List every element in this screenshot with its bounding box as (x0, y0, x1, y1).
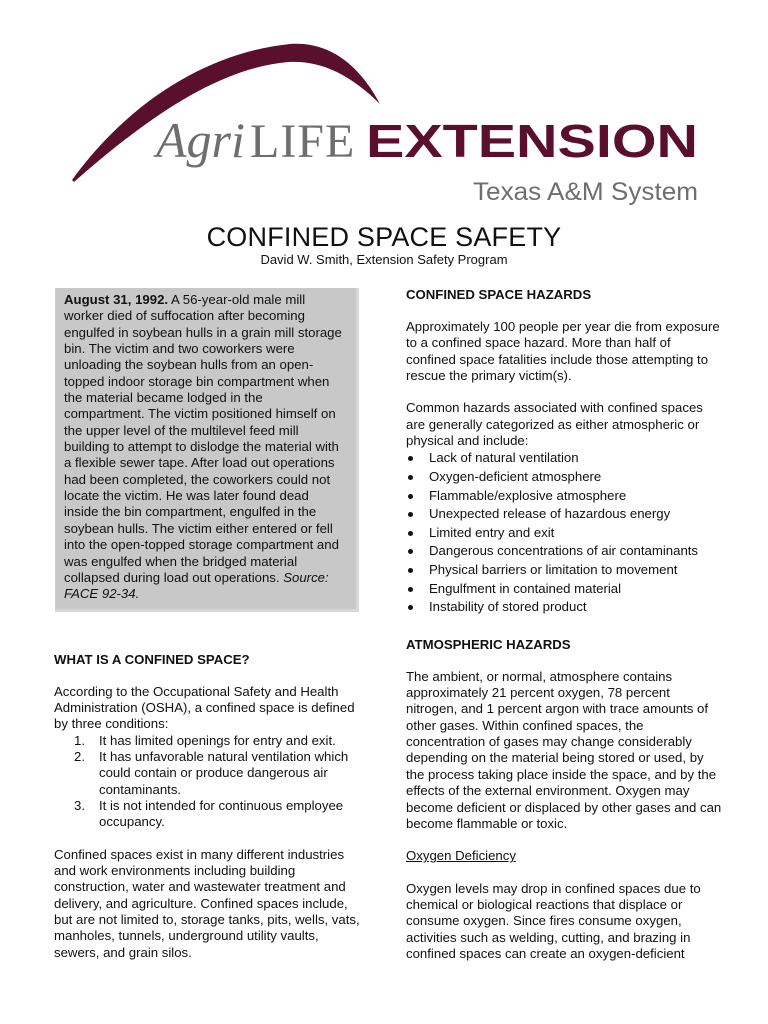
agrilife-extension-logo (60, 30, 720, 220)
condition-text: It has unfavorable natural ventilation which could contain or produce dangerous air contaminants. (99, 748, 349, 797)
brand-extension: EXTENSION (366, 115, 698, 167)
right-column (406, 287, 722, 962)
hazard-item: Unexpected release of hazardous energy (406, 505, 722, 524)
callout-source: Source: FACE 92-34. (64, 569, 329, 602)
logo-graphic (60, 30, 720, 220)
incident-callout (55, 288, 359, 612)
fatalities-paragraph: Approximately 100 people per year die from exposure to a confined space hazard. More than half of confined space fatalities include those attempting to rescue the primary victim(s). (406, 319, 720, 384)
osha-intro: According to the Occupational Safety and Health Administration (OSHA), a confined space is defined by three conditions: (54, 683, 355, 732)
conditions-list (54, 733, 364, 831)
condition-item (54, 733, 364, 749)
heading-what-is-confined-space: WHAT IS A CONFINED SPACE? (54, 651, 250, 667)
hazard-item: Engulfment in contained material (406, 580, 722, 599)
brand-system: Texas A&M System (473, 178, 698, 206)
condition-number: 3. (74, 797, 85, 813)
hazard-item: Limited entry and exit (406, 524, 722, 543)
hazard-item: Instability of stored product (406, 598, 722, 617)
condition-item (54, 798, 364, 831)
heading-atmospheric-hazards: ATMOSPHERIC HAZARDS (406, 636, 571, 652)
brand-life: LIFE (250, 115, 356, 168)
document-title: CONFINED SPACE SAFETY (206, 222, 562, 252)
hazard-item: Flammable/explosive atmosphere (406, 487, 722, 506)
callout-date: August 31, 1992. (64, 292, 169, 307)
heading-confined-space-hazards: CONFINED SPACE HAZARDS (406, 287, 592, 302)
hazard-item: Dangerous concentrations of air contaminants (406, 542, 722, 561)
subheading-oxygen-deficiency: Oxygen Deficiency (406, 848, 516, 864)
condition-text: It has limited openings for entry and exit. (99, 732, 336, 748)
condition-item (54, 749, 364, 798)
brand-agri: Agri (156, 112, 245, 168)
oxygen-paragraph: Oxygen levels may drop in confined spaces due to chemical or biological reactions that displace or consume oxygen. Since fires consume oxygen, activities such as welding, cutting, and brazing in confined spaces can create an oxygen-deficient (406, 880, 701, 961)
callout-text (64, 292, 346, 603)
hazard-item: Lack of natural ventilation (406, 449, 722, 468)
hazard-item: Oxygen-deficient atmosphere (406, 468, 722, 487)
document-byline: David W. Smith, Extension Safety Program (260, 252, 508, 267)
hazard-item: Physical barriers or limitation to movement (406, 561, 722, 580)
hazards-intro-paragraph: Common hazards associated with confined spaces are generally categorized as either atmospheric or physical and include: (406, 400, 703, 449)
confined-spaces-paragraph: Confined spaces exist in many different industries and work environments including building construction, water and wastewater treatment and delivery, and agriculture. Confined spaces include, but are not limited to, storage tanks, pits, wells, vats, manholes, tunnels, underground utility vaults, sewers, and grain silos. (54, 846, 360, 960)
condition-number: 1. (74, 732, 85, 748)
atmosphere-paragraph: The ambient, or normal, atmosphere contains approximately 21 percent oxygen, 78 percent nitrogen, and 1 percent argon with trace amounts of other gases. Within confined spaces, the concentration of gases may change considerably depending on the material being stored or used, by the process taking place inside the space, and by the effects of the external environment. Oxygen may become deficient or displaced by other gases and can become flammable or toxic. (406, 668, 722, 831)
callout-body: A 56-year-old male mill worker died of suffocation after becoming engulfed in soybean hulls in a grain mill storage bin. The victim and two coworkers were unloading the soybean hulls from an open-topped indoor storage bin compartment when the material became lodged in the compartment. The victim positioned himself on the upper level of the multilevel feed mill building to attempt to dislodge the material with a flexible sewer tape. After load out operations had been completed, the coworkers could not locate the victim. He was later found dead inside the bin compartment, engulfed in the soybean hulls. The victim either entered or fell into the open-topped storage compartment and was engulfed when the bridged material collapsed during load out operations. (64, 292, 342, 585)
condition-number: 2. (74, 748, 85, 764)
left-column (54, 288, 364, 961)
condition-text: It is not intended for continuous employee occupancy. (99, 797, 344, 830)
hazards-list (406, 449, 722, 616)
